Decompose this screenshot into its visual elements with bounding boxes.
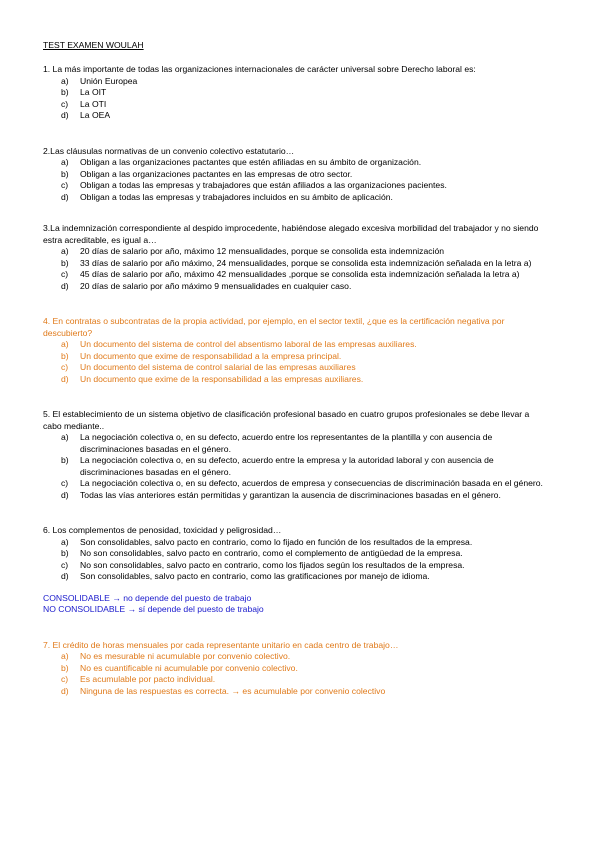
answer-option: c) 45 días de salario por año, máximo 42 mensualidades ,porque se consolida esta indemnización señalada la letra a) <box>61 269 520 279</box>
question-stem: 3.La indemnización correspondiente al despido improcedente, habiéndose alegado excesiva morbilidad del trabajador y no siendo estra acreditable, es igual a… <box>43 223 539 245</box>
answer-option: d) La OEA <box>61 110 111 120</box>
consolidable-notes <box>43 593 543 616</box>
answer-option: a) La negociación colectiva o, en su defecto, acuerdo entre los representantes de la plantilla y con ausencia de discriminaciones basadas en el género. <box>61 432 493 454</box>
question-7 <box>43 640 543 698</box>
answer-option: a) Un documento del sistema de control del absentismo laboral de las empresas auxiliares. <box>61 339 417 349</box>
question-1 <box>43 64 543 122</box>
answer-option: a) Son consolidables, salvo pacto en contrario, como lo fijado en función de los resultados de la empresa. <box>61 536 473 547</box>
answer-option: d) Todas las vías anteriores están permitidas y garantizan la ausencia de discriminaciones basadas en el género. <box>61 489 501 500</box>
answer-option: b) Un documento que exime de responsabilidad a la empresa principal. <box>61 350 342 361</box>
note-line: CONSOLIDABLE → no depende del puesto de trabajo <box>43 592 252 603</box>
question-stem: 5. El establecimiento de un sistema objetivo de clasificación profesional basado en cuatro grupos profesionales se debe llevar a cabo mediante.. <box>43 409 530 431</box>
question-6 <box>43 525 543 583</box>
question-4 <box>43 316 543 385</box>
answer-option: a) 20 días de salario por año, máximo 12 mensualidades, porque se consolida esta indemnización <box>61 246 445 256</box>
answer-option: c) La OTI <box>61 98 107 109</box>
answer-option: b) No es cuantificable ni acumulable por convenio colectivo. <box>61 662 298 673</box>
answer-option: b) La OIT <box>61 87 107 97</box>
answer-option: d) Un documento que exime de la responsabilidad a las empresas auxiliares. <box>61 373 364 384</box>
answer-option: c) Un documento del sistema de control salarial de las empresas auxiliares <box>61 362 356 372</box>
question-5 <box>43 409 543 501</box>
answer-option: c) No son consolidables, salvo pacto en contrario, como los fijados según los resultados de la empresa. <box>61 559 465 570</box>
answer-option: d) Ninguna de las respuestas es correcta. → es acumulable por convenio colectivo <box>61 685 386 696</box>
question-stem: 4. En contratas o subcontratas de la propia actividad, por ejemplo, en el sector textil, ¿que es la certificación negativa por descubierto? <box>43 316 505 338</box>
answer-option: c) Es acumulable por pacto individual. <box>61 674 216 684</box>
answer-option: a) No es mesurable ni acumulable por convenio colectivo. <box>61 651 291 661</box>
answer-option: b) No son consolidables, salvo pacto en contrario, como el complemento de antigüedad de la empresa. <box>61 548 463 558</box>
question-3 <box>43 223 543 292</box>
answer-option: d) Son consolidables, salvo pacto en contrario, como las gratificaciones por manejo de idioma. <box>61 571 430 581</box>
answer-option: d) Obligan a todas las empresas y trabajadores incluidos en su ámbito de aplicación. <box>61 191 393 202</box>
document-title: TEST EXAMEN WOULAH <box>43 40 144 50</box>
note-line: NO CONSOLIDABLE → sí depende del puesto de trabajo <box>43 604 264 614</box>
answer-option: c) Obligan a todas las empresas y trabajadores que están afiliados a las organizaciones pacientes. <box>61 180 447 190</box>
answer-option: b) 33 días de salario por año máximo, 24 mensualidades, porque se consolida esta indemnización señalada en la letra a) <box>61 257 532 268</box>
answer-option: c) La negociación colectiva o, en su defecto, acuerdos de empresa y consecuencias de discriminación basada en el género. <box>61 478 543 488</box>
question-stem: 2.Las cláusulas normativas de un convenio colectivo estatutario… <box>43 145 295 156</box>
answer-option: b) Obligan a las organizaciones pactantes en las empresas de otro sector. <box>61 168 353 179</box>
answer-option: a) Obligan a las organizaciones pactantes que estén afiliadas en su ámbito de organización. <box>61 157 422 167</box>
question-stem: 6. Los complementos de penosidad, toxicidad y peligrosidad… <box>43 525 282 535</box>
question-2 <box>43 146 543 204</box>
answer-option: a) Unión Europea <box>61 75 138 86</box>
question-stem: 1. La más importante de todas las organizaciones internacionales de carácter universal sobre Derecho laboral es: <box>43 64 476 74</box>
answer-option: d) 20 días de salario por año máximo 9 mensualidades en cualquier caso. <box>61 280 352 291</box>
document-page <box>43 40 543 697</box>
answer-option: b) La negociación colectiva o, en su defecto, acuerdo entre la empresa y la autoridad laboral y con ausencia de discriminaciones basadas en el género. <box>61 455 494 477</box>
question-stem: 7. El crédito de horas mensuales por cada representante unitario en cada centro de trabajo… <box>43 639 399 650</box>
